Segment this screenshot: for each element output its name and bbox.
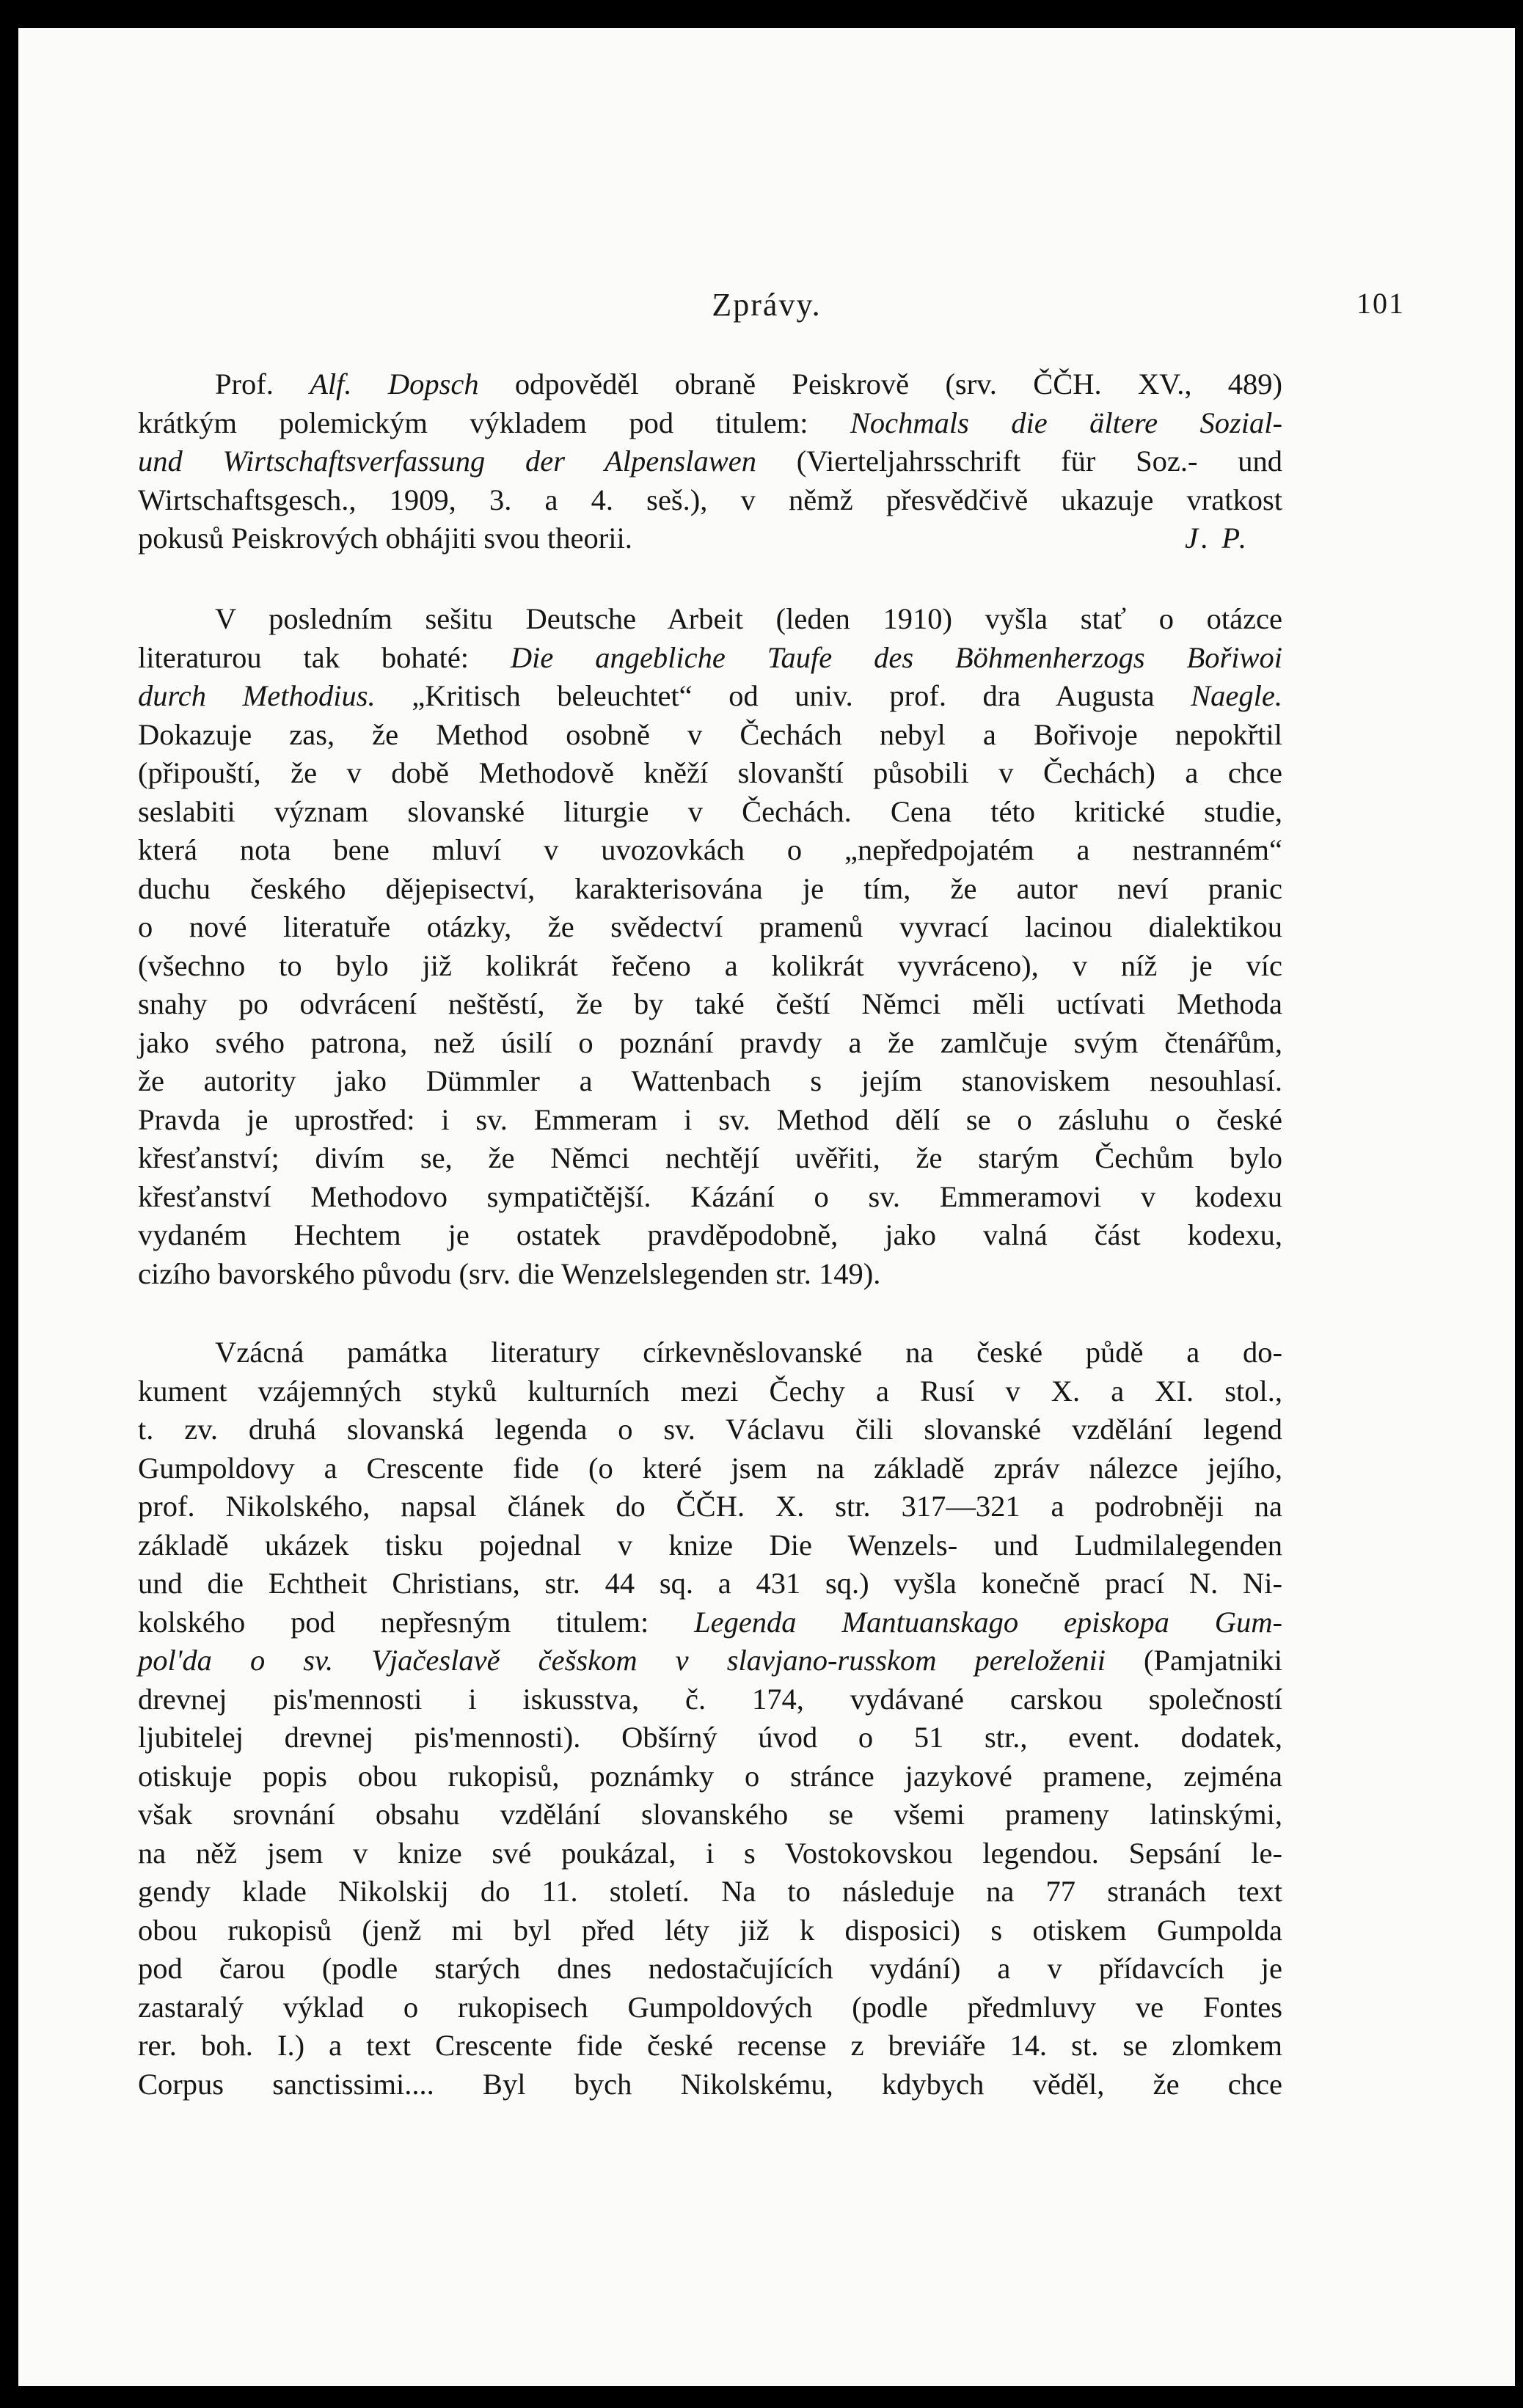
text-line: cizího bavorského původu (srv. die Wenzelslegenden str. 149).	[138, 1256, 881, 1290]
text-line: která nota bene mluví v uvozovkách o „nepředpojatém a nestranném“	[138, 833, 1282, 866]
text-line: však srovnání obsahu vzdělání slovanského se všemi prameny latinskými,	[138, 1798, 1282, 1831]
text-line: Dokazuje zas, že Method osobně v Čechách nebyl a Bořivoje nepokřtil	[138, 717, 1282, 751]
text-line: rer. boh. I.) a text Crescente fide české recense z breviáře 14. st. se zlomkem	[138, 2029, 1282, 2062]
paragraph	[138, 600, 1282, 1293]
text-line: duchu českého dějepisectví, karakterisována je tím, že autor neví pranic	[138, 871, 1282, 905]
book-page	[18, 28, 1515, 2386]
text-line: Wirtschaftsgesch., 1909, 3. a 4. seš.), v němž přesvědčivě ukazuje vratkost	[138, 483, 1282, 516]
text-line: und die Echtheit Christians, str. 44 sq. a 431 sq.) vyšla konečně prací N. Ni-	[138, 1567, 1282, 1600]
paragraph	[138, 365, 1282, 558]
page-number: 101	[1356, 287, 1405, 320]
running-title: Zprávy.	[712, 287, 822, 323]
article-nikolsky	[138, 1333, 1282, 2104]
text-line: pokusů Peiskrových obhájiti svou theorii. J. P.	[138, 519, 1282, 558]
text-line: kolského pod nepřesným titulem: Legenda Mantuanskago episkopa Gum-	[138, 1605, 1282, 1639]
text-line: vydaném Hechtem je ostatek pravděpodobně, jako valná část kodexu,	[138, 1218, 1282, 1251]
text-line: gendy klade Nikolskij do 11. století. Na to následuje na 77 stranách text	[138, 1875, 1282, 1908]
text-line: jako svého patrona, než úsilí o poznání pravdy a že zamlčuje svým čtenářům,	[138, 1025, 1282, 1059]
text-line: und Wirtschaftsverfassung der Alpenslawen (Vierteljahrsschrift für Soz.- und	[138, 444, 1282, 477]
text-line: obou rukopisů (jenž mi byl před léty již k disposici) s otiskem Gumpolda	[138, 1913, 1282, 1947]
text-line: krátkým polemickým výkladem pod titulem: Nochmals die ältere Sozial-	[138, 406, 1282, 439]
text-line: snahy po odvrácení neštěstí, že by také čeští Němci měli uctívati Methoda	[138, 987, 1282, 1020]
text-line: Prof. Alf. Dopsch odpověděl obraně Peiskrově (srv. ČČH. XV., 489)	[215, 367, 1283, 400]
text-line: t. zv. druhá slovanská legenda o sv. Václavu čili slovanské vzdělání legend	[138, 1413, 1282, 1446]
text-line: (připouští, že v době Methodově kněží slovanští působili v Čechách) a chce	[138, 756, 1282, 789]
text-line: na něž jsem v knize své poukázal, i s Vostokovskou legendou. Sepsání le-	[138, 1836, 1282, 1870]
text-line: literaturou tak bohaté: Die angebliche Taufe des Böhmenherzogs Bořiwoi	[138, 640, 1282, 674]
text-line: křesťanství; divím se, že Němci nechtějí uvěřiti, že starým Čechům bylo	[138, 1141, 1282, 1174]
text-line: ljubitelej drevnej pis'mennosti). Obšírný úvod o 51 str., event. dodatek,	[138, 1721, 1282, 1754]
text-line: seslabiti význam slovanské liturgie v Čechách. Cena této kritické studie,	[138, 794, 1282, 828]
text-line: kument vzájemných styků kulturních mezi Čechy a Rusí v X. a XI. stol.,	[138, 1374, 1282, 1408]
text-line: základě ukázek tisku pojednal v knize Die Wenzels- und Ludmilalegenden	[138, 1528, 1282, 1562]
running-head	[18, 286, 1515, 327]
text-line: V posledním sešitu Deutsche Arbeit (leden 1910) vyšla stať o otázce	[215, 602, 1282, 635]
author-signature: J. P.	[1185, 522, 1249, 555]
text-line: otiskuje popis obou rukopisů, poznámky o stránce jazykové pramene, zejména	[138, 1759, 1282, 1793]
text-line: (všechno to bylo již kolikrát řečeno a kolikrát vyvráceno), v níž je víc	[138, 948, 1282, 982]
text-line: drevnej pis'mennosti i iskusstva, č. 174, vydávané carskou společností	[138, 1682, 1282, 1716]
text-line: durch Methodius. „Kritisch beleuchtet“ od univ. prof. dra Augusta Naegle.	[138, 679, 1282, 712]
text-line: Pravda je uprostřed: i sv. Emmeram i sv. Method dělí se o zásluhu o české	[138, 1102, 1282, 1136]
article-naegle	[138, 600, 1282, 1293]
text-line: pol'da o sv. Vjačeslavě češskom v slavjano-russkom pereloženii (Pamjatniki	[138, 1644, 1282, 1677]
text-line: zastaralý výklad o rukopisech Gumpoldových (podle předmluvy ve Fontes	[138, 1990, 1282, 2024]
paragraph	[138, 1333, 1282, 2104]
text-line: Corpus sanctissimi.... Byl bych Nikolskému, kdybych věděl, že chce	[138, 2067, 1282, 2101]
text-line: o nové literatuře otázky, že svědectví pramenů vyvrací lacinou dialektikou	[138, 910, 1282, 943]
text-line: pod čarou (podle starých dnes nedostačujících vydání) a v přídavcích je	[138, 1952, 1282, 1985]
text-line: Gumpoldovy a Crescente fide (o které jsem na základě zpráv nálezce jejího,	[138, 1451, 1282, 1485]
text-line: křesťanství Methodovo sympatičtější. Kázání o sv. Emmeramovi v kodexu	[138, 1179, 1282, 1213]
text-line: Vzácná památka literatury církevněslovanské na české půdě a do-	[215, 1336, 1282, 1369]
text-line: prof. Nikolského, napsal článek do ČČH. X. str. 317—321 a podrobněji na	[138, 1490, 1282, 1523]
text-line: že autority jako Dümmler a Wattenbach s jejím stanoviskem nesouhlasí.	[138, 1064, 1282, 1097]
article-dopsch	[138, 365, 1282, 558]
